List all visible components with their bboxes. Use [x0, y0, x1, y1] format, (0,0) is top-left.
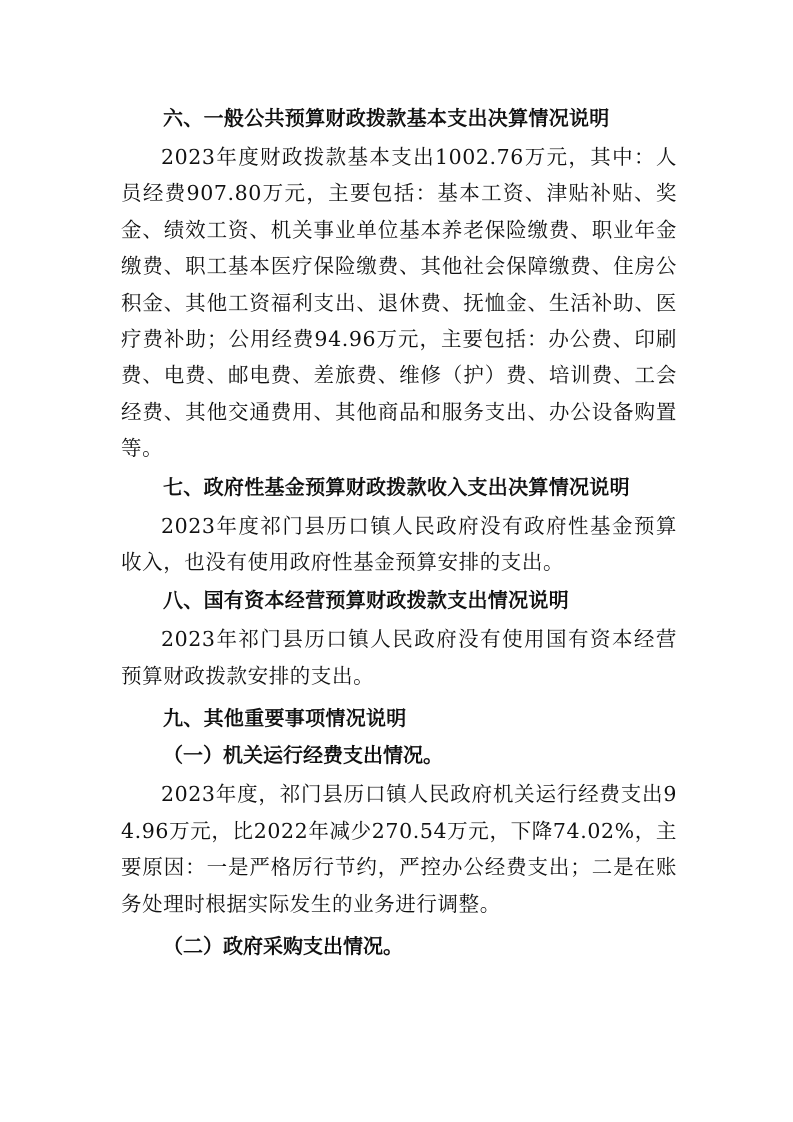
section-6-heading: 六、一般公共预算财政拨款基本支出决算情况说明: [163, 106, 610, 130]
section-7-heading: 七、政府性基金预算财政拨款收入支出决算情况说明: [163, 474, 630, 499]
section-7-body: 2023年度祁门县历口镇人民政府没有政府性基金预算收入，也没有使用政府性基金预算安排的支出。: [121, 513, 677, 575]
section-9-1-heading: （一）机关运行经费支出情况。: [163, 743, 443, 768]
section-9-2-heading: （二）政府采购支出情况。: [163, 933, 403, 958]
section-8-heading: 八、国有资本经营预算财政拨款支出情况说明: [163, 588, 569, 613]
section-8-body: 2023年祁门县历口镇人民政府没有使用国有资本经营预算财政拨款安排的支出。: [121, 627, 677, 688]
section-9-heading: 九、其他重要事项情况说明: [163, 706, 407, 731]
document-content: [121, 100, 677, 965]
section-6-body: 2023年度财政拨款基本支出1002.76万元，其中：人员经费907.80万元，主要包括：基本工资、津贴补贴、奖金、绩效工资、机关事业单位基本养老保险缴费、职业年金缴费、职工基本医疗保险缴费、其他社会保障缴费、住房公积金、其他工资福利支出、退休费、抚恤金、生活补助、医疗费补助；公用经费94.96万元，主要包括：办公费、印刷费、电费、邮电费、差旅费、维修（护）费、培训费、工会经费、其他交通费用、其他商品和服务支出、办公设备购置等。: [121, 145, 677, 461]
section-9-1-body: 2023年度，祁门县历口镇人民政府机关运行经费支出94.96万元，比2022年减少270.54万元，下降74.02%，主要原因：一是严格厉行节约，严控办公经费支出；二是在账务处理时根据实际发生的业务进行调整。: [121, 782, 677, 916]
